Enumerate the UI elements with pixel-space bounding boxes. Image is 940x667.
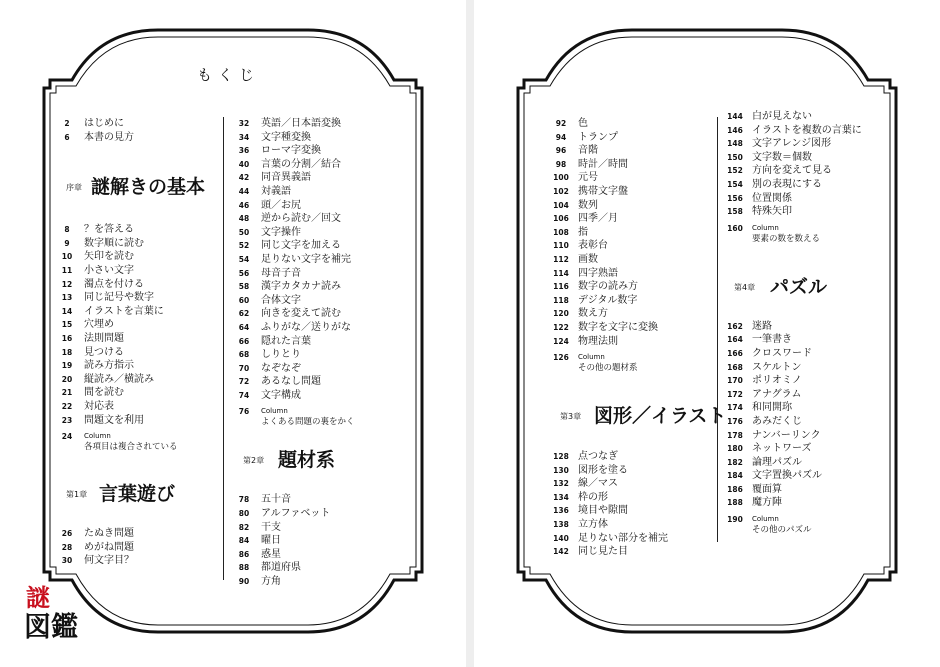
toc-entry[interactable]: 152 方向を変えて見る [727, 165, 832, 177]
toc-entry[interactable]: 164 一筆書き [727, 334, 792, 346]
toc-entry[interactable]: 8 ？を答える [64, 224, 134, 236]
toc-entry[interactable]: 116 数字の読み方 [553, 281, 638, 293]
chapter-heading[interactable] [56, 169, 221, 199]
toc-entry[interactable]: 2 はじめに [64, 118, 124, 129]
toc-entry[interactable]: 15 穴埋め [61, 319, 114, 331]
toc-entry[interactable]: 102 携帯文字盤 [553, 185, 628, 197]
chapter-title: 謎解きの基本 [91, 176, 206, 199]
logo-line-1: 謎 [26, 583, 50, 612]
toc-entry[interactable]: 100 元号 [553, 172, 598, 184]
toc-entry[interactable]: 96 音階 [555, 145, 598, 157]
column-label: Column [752, 515, 779, 524]
toc-entry[interactable]: 78 五十音 [238, 494, 291, 506]
toc-entry[interactable]: 158 特殊矢印 [727, 206, 792, 218]
toc-entry[interactable]: 144 白が見えない [727, 111, 812, 122]
toc-entry[interactable]: 58 漢字カタカナ読み [238, 281, 341, 293]
toc-entry[interactable]: 148 文字アレンジ図形 [727, 138, 832, 150]
toc-entry[interactable]: 90 方角 [238, 576, 281, 588]
toc-entry[interactable]: 44 対義語 [238, 185, 291, 197]
chapter-label: 序章 [66, 183, 82, 193]
toc-entry[interactable]: 46 頭／お尻 [238, 199, 301, 211]
toc-entry[interactable]: 52 同じ文字を加える [238, 240, 341, 252]
chapter-label: 第3章 [560, 412, 582, 422]
toc-entry[interactable]: 104 数列 [553, 199, 598, 211]
column-label: Column [261, 407, 288, 416]
chapter-title: 題材系 [278, 449, 336, 472]
toc-entry[interactable]: 68 しりとり [238, 349, 301, 361]
toc-entry[interactable]: 16 法則問題 [61, 332, 124, 344]
toc-entry[interactable]: 146 イラストを複数の言葉に [727, 124, 862, 136]
column-entry[interactable]: 24 Column 各項目は複合されている [61, 432, 178, 453]
chapter-title: 図形／イラスト [594, 405, 727, 428]
toc-entry[interactable]: 21 間を読む [61, 387, 124, 399]
chapter-heading[interactable] [550, 398, 727, 428]
toc-entry[interactable]: 70 なぞなぞ [238, 362, 301, 374]
toc-entry[interactable]: 11 小さい文字 [61, 264, 134, 276]
toc-entry[interactable]: 84 曜日 [238, 535, 281, 547]
logo-line-2: 図鑑 [24, 612, 78, 643]
toc-entry[interactable]: 122 数字を文字に変換 [553, 321, 658, 333]
toc-entry[interactable]: 60 合体文字 [238, 294, 301, 306]
chapter-label: 第4章 [734, 282, 756, 292]
toc-entry[interactable]: 92 色 [555, 118, 588, 129]
chapter-title: 言葉遊び [99, 483, 176, 506]
toc-entry[interactable]: 124 物理法則 [553, 335, 618, 347]
toc-entry[interactable]: 140 足りない部分を補完 [553, 532, 668, 544]
toc-entry[interactable]: 56 母音子音 [238, 267, 301, 279]
toc-entry[interactable]: 19 読み方指示 [61, 360, 134, 372]
toc-entry[interactable]: 114 四字熟語 [553, 267, 618, 279]
column-label: Column [84, 432, 111, 441]
toc-entry[interactable]: 98 時計／時間 [555, 158, 628, 170]
toc-column-1 [56, 117, 221, 568]
toc-entry[interactable]: 82 干支 [238, 521, 281, 533]
toc-entry[interactable]: 64 ふりがな／送りがな [238, 321, 351, 333]
toc-entry[interactable]: 72 あるなし問題 [238, 376, 321, 388]
chapter-label: 第1章 [66, 490, 88, 500]
toc-entry[interactable]: 9 数字順に読む [64, 237, 144, 249]
column-entry[interactable]: 190 Column その他のパズル [727, 515, 812, 536]
toc-entry[interactable]: 186 覆面算 [727, 483, 782, 495]
chapter-label: 第2章 [243, 456, 265, 466]
toc-entry[interactable]: 12 濁点を付ける [61, 278, 144, 290]
toc-entry[interactable]: 66 隠れた言葉 [238, 335, 311, 347]
toc-entry[interactable]: 118 デジタル数字 [553, 294, 638, 306]
toc-entry[interactable]: 180 ネットワーズ [727, 443, 812, 455]
chapter-heading[interactable] [724, 269, 889, 299]
toc-entry[interactable]: 30 何文字目？ [61, 555, 134, 567]
toc-entry[interactable]: 26 たぬき問題 [61, 528, 134, 540]
toc-entry[interactable]: 156 位置関係 [727, 192, 792, 204]
toc-entry[interactable]: 32 英語／日本語変換 [238, 118, 341, 129]
toc-column-2 [233, 117, 411, 589]
toc-entry[interactable]: 54 足りない文字を補完 [238, 253, 351, 265]
chapter-heading[interactable] [56, 476, 221, 506]
toc-entry[interactable]: 36 ローマ字変換 [238, 145, 321, 157]
column-entry[interactable]: 160 Column 要素の数を数える [727, 223, 821, 244]
toc-entry[interactable]: 184 文字置換パズル [727, 470, 822, 482]
toc-entry[interactable]: 94 トランプ [555, 131, 618, 143]
toc-entry[interactable]: 162 迷路 [727, 320, 772, 332]
toc-entry[interactable]: 150 文字数＝個数 [727, 151, 812, 163]
toc-entry[interactable]: 120 数え方 [553, 308, 608, 320]
column-divider [223, 117, 224, 580]
column-divider [717, 117, 718, 542]
toc-entry[interactable]: 128 点つなぎ [553, 451, 618, 463]
toc-entry[interactable]: 172 アナグラム [727, 388, 802, 400]
column-label: Column [578, 353, 605, 362]
toc-entry[interactable]: 50 文字操作 [238, 226, 301, 238]
chapter-heading[interactable] [233, 442, 411, 472]
toc-entry[interactable]: 168 スケルトン [727, 361, 802, 373]
toc-entry[interactable]: 18 見つける [61, 346, 124, 358]
left-page [0, 0, 466, 667]
toc-entry[interactable]: 188 魔方陣 [727, 497, 782, 509]
book-gutter [466, 0, 474, 667]
toc-entry[interactable]: 176 あみだくじ [727, 415, 802, 427]
toc-entry[interactable]: 154 別の表現にする [727, 178, 822, 190]
column-entry[interactable]: 76 Column よくある問題の裏をかく [238, 407, 355, 428]
toc-entry[interactable]: 42 同音異義語 [238, 172, 311, 184]
toc-entry[interactable]: 14 イラストを言葉に [61, 305, 164, 317]
book-logo [24, 578, 84, 643]
toc-entry[interactable]: 138 立方体 [553, 519, 608, 531]
toc-entry[interactable]: 136 境目や隙間 [553, 505, 628, 517]
right-page [474, 0, 940, 667]
toc-entry[interactable]: 28 めがね問題 [61, 541, 134, 553]
toc-entry[interactable]: 112 画数 [553, 253, 598, 265]
toc-entry[interactable]: 13 同じ記号や数字 [61, 292, 154, 304]
toc-entry[interactable]: 86 惑星 [238, 548, 281, 560]
column-label: Column [752, 223, 779, 232]
toc-entry[interactable]: 22 対応表 [61, 400, 114, 412]
toc-entry[interactable]: 88 都道府県 [238, 562, 301, 574]
toc-entry[interactable]: 34 文字種変換 [238, 131, 311, 143]
toc-entry[interactable]: 178 ナンバーリンク [727, 429, 821, 441]
toc-entry[interactable]: 132 線／マス [553, 478, 618, 490]
toc-entry[interactable]: 142 同じ見た目 [553, 546, 628, 558]
toc-entry[interactable]: 10 矢印を読む [61, 251, 134, 263]
toc-column-4 [724, 110, 889, 538]
toc-entry[interactable]: 20 縦読み／横読み [61, 373, 154, 385]
toc-entry[interactable]: 40 言葉の分割／結合 [238, 158, 341, 170]
toc-entry[interactable]: 108 指 [553, 226, 588, 238]
column-entry[interactable]: 126 Column その他の題材系 [553, 353, 638, 374]
toc-entry[interactable]: 74 文字構成 [238, 389, 301, 401]
toc-entry[interactable]: 130 図形を塗る [553, 464, 628, 476]
chapter-title: パズル [770, 275, 828, 298]
toc-entry[interactable]: 23 問題文を利用 [61, 414, 144, 426]
toc-entry[interactable]: 48 逆から読む／回文 [238, 213, 341, 225]
toc-entry[interactable]: 106 四季／月 [553, 213, 618, 225]
toc-entry[interactable]: 170 ポリオミノ [727, 375, 802, 387]
toc-entry[interactable]: 166 クロスワード [727, 347, 812, 359]
toc-entry[interactable]: 174 和同開珎 [727, 402, 792, 414]
toc-entry[interactable]: 182 論理パズル [727, 456, 802, 468]
toc-entry[interactable]: 80 アルファベット [238, 508, 331, 520]
toc-entry[interactable]: 6 本書の見方 [64, 131, 134, 143]
toc-entry[interactable]: 134 枠の形 [553, 491, 608, 503]
toc-entry[interactable]: 110 表彰台 [553, 240, 608, 252]
toc-column-3 [550, 117, 727, 559]
page-title: もくじ [197, 66, 261, 84]
toc-entry[interactable]: 62 向きを変えて読む [238, 308, 341, 320]
